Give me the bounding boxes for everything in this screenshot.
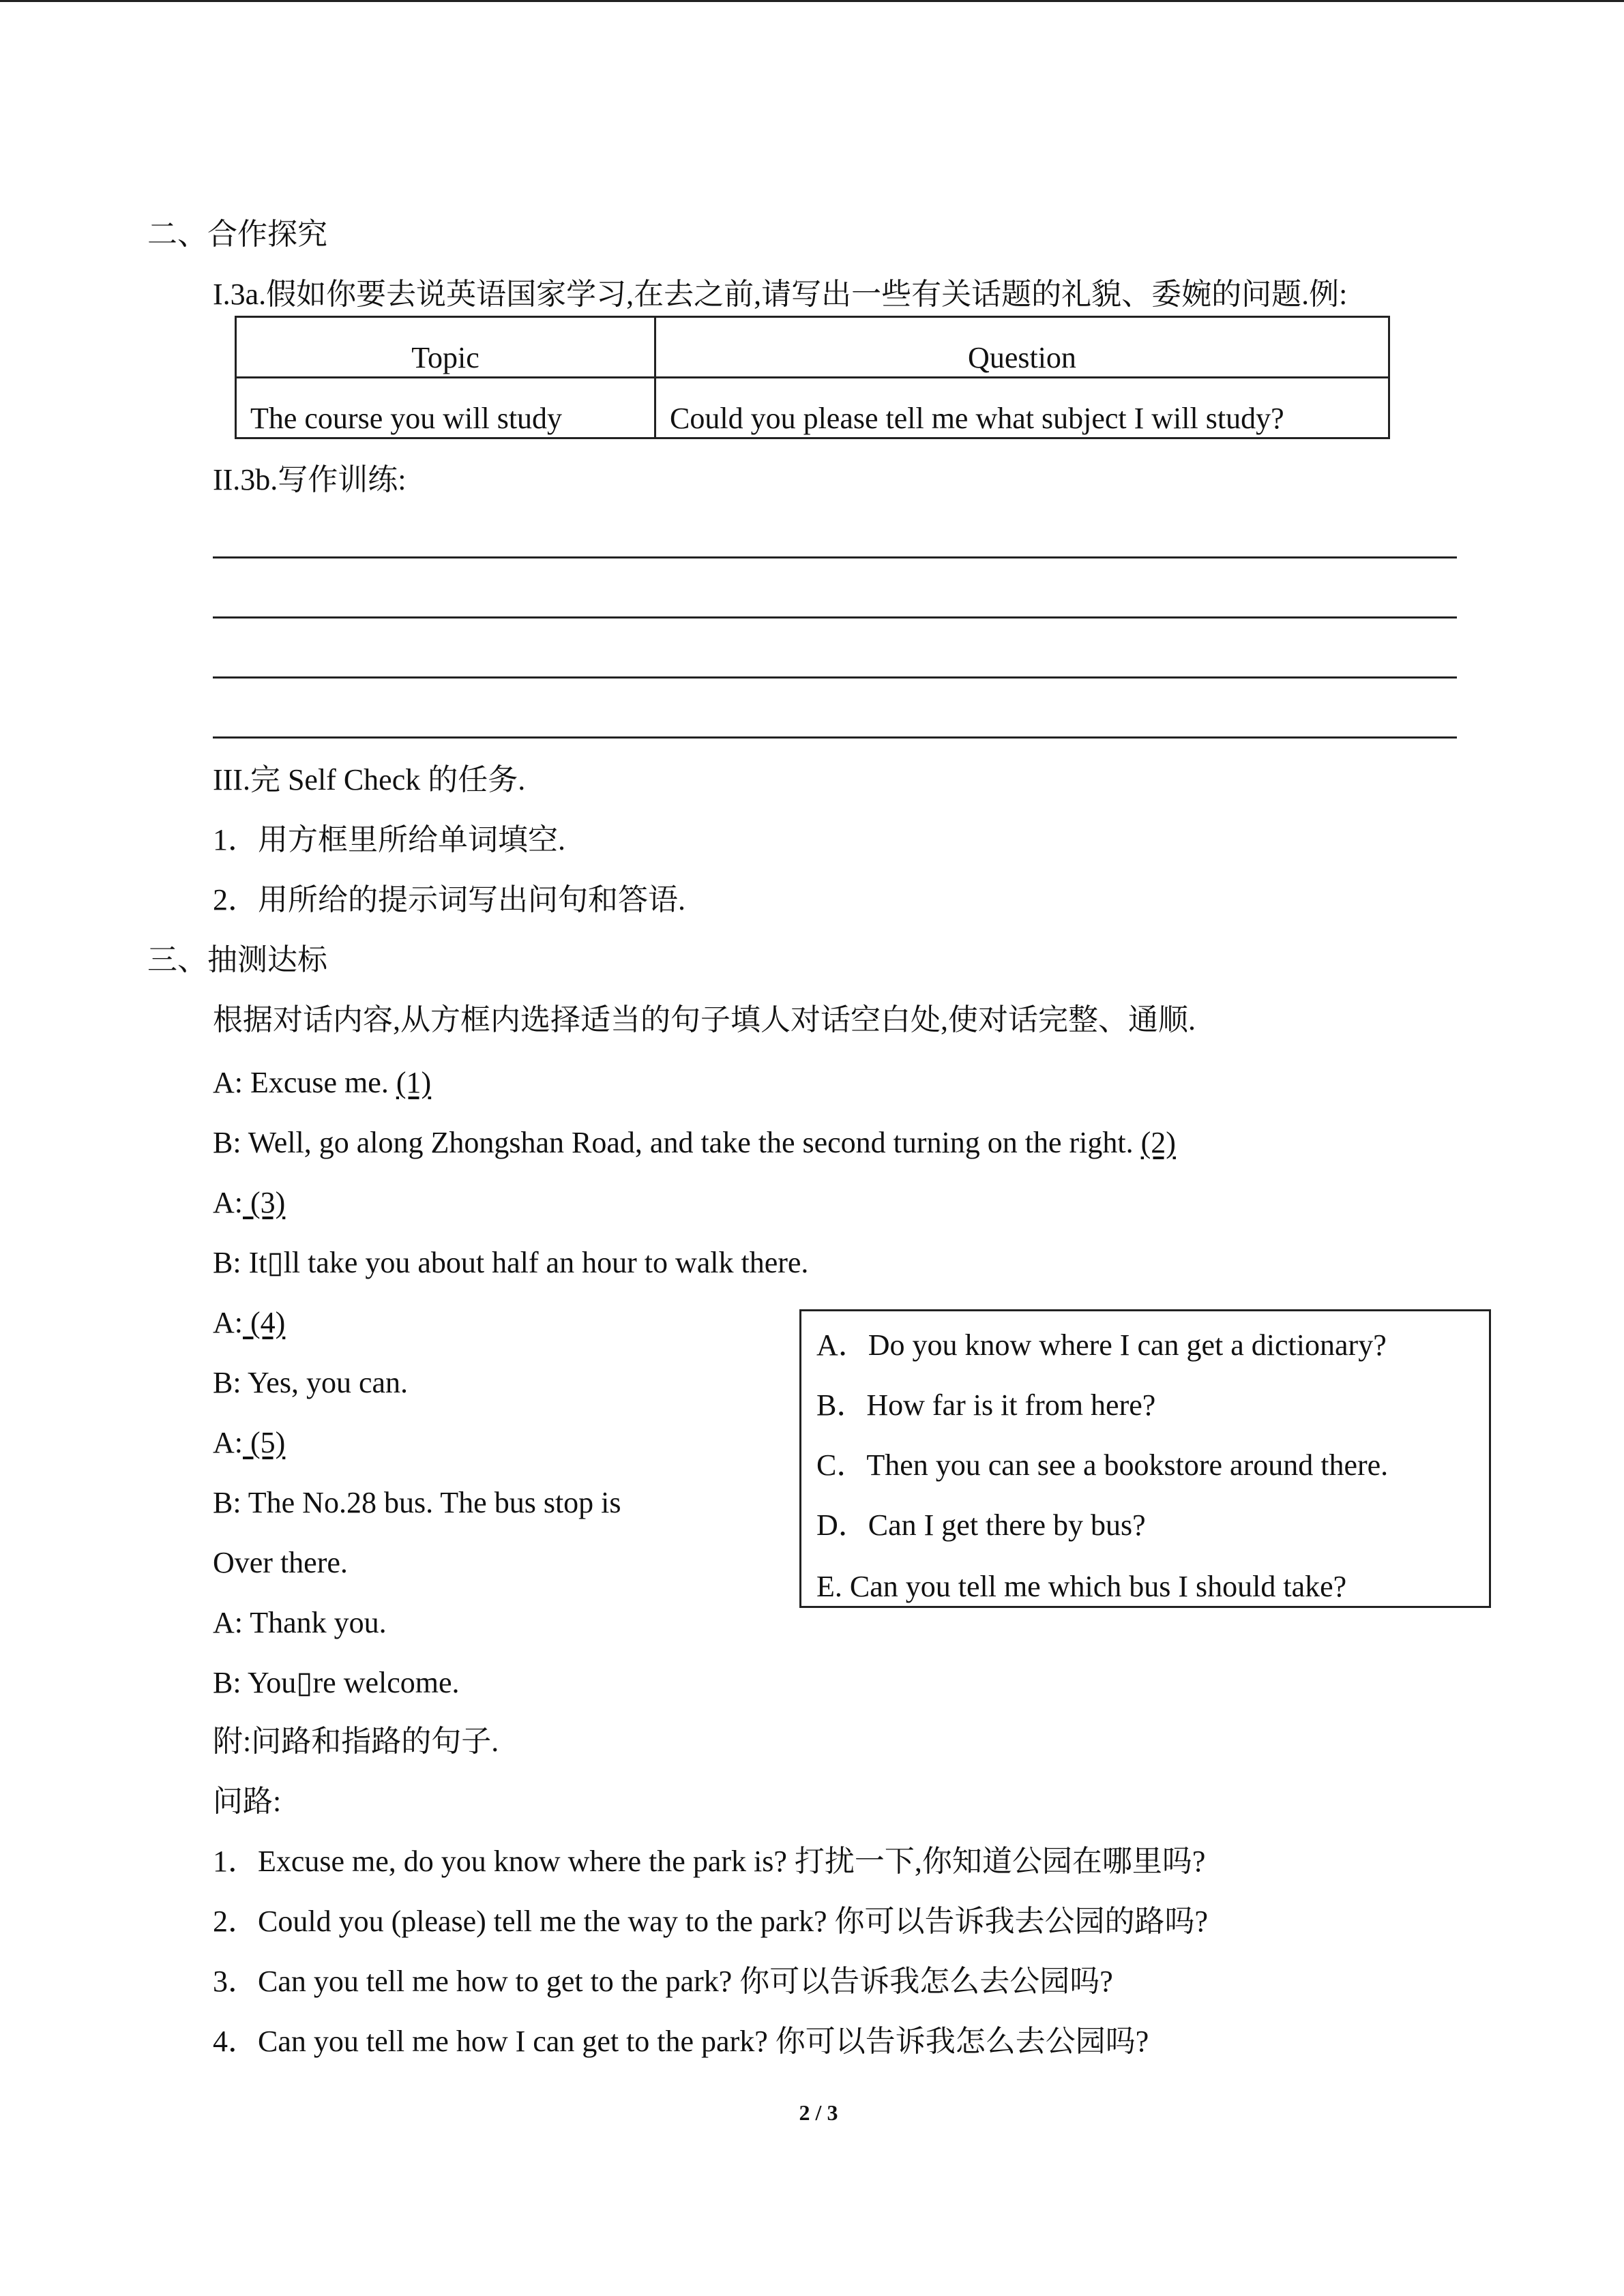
table-cell-topic: The course you will study — [236, 378, 655, 438]
asking-sentence-2: 2．Could you (please) tell me the way to the park? 你可以告诉我去公园的路吗? — [213, 1905, 1209, 1938]
blank-2[interactable]: (2) — [1140, 1126, 1176, 1159]
task-2: 2．用所给的提示词写出问句和答语. — [213, 883, 685, 916]
options-box — [799, 1309, 1491, 1608]
item-3b: II.3b.写作训练: — [213, 463, 407, 496]
option-d: D．Can I get there by bus? — [816, 1508, 1146, 1542]
blank-5[interactable]: (5) — [243, 1426, 286, 1459]
writing-line-3[interactable] — [213, 676, 1457, 679]
table-header-topic: Topic — [236, 317, 655, 378]
asking-sentence-3: 3．Can you tell me how to get to the park? 你可以告诉我怎么去公园吗? — [213, 1965, 1113, 1998]
table-cell-question: Could you please tell me what subject I will study? — [655, 378, 1389, 438]
table-row — [236, 378, 1389, 438]
dialogue-line-6: B: Yes, you can. — [213, 1366, 409, 1399]
dialogue-line-1 — [213, 1064, 431, 1102]
writing-line-2[interactable] — [213, 616, 1457, 618]
top-border — [0, 0, 1624, 2]
section2-heading: 二、合作探究 — [147, 218, 327, 251]
dialogue-line-9: Over there. — [213, 1546, 348, 1579]
dialogue-line-4: B: It▯ll take you about half an hour to walk there. — [213, 1246, 809, 1279]
dialogue-text: B: Well, go along Zhongshan Road, and take the second turning on the right. — [213, 1126, 1141, 1159]
asking-label: 问路: — [213, 1785, 282, 1818]
dialogue-line-3 — [213, 1184, 285, 1222]
option-b: B．How far is it from here? — [816, 1388, 1156, 1422]
table-header-question: Question — [655, 317, 1389, 378]
table-header-row — [236, 317, 1389, 378]
task-1: 1．用方框里所给单词填空. — [213, 823, 565, 856]
section3-heading: 三、抽测达标 — [147, 943, 327, 976]
writing-line-1[interactable] — [213, 556, 1457, 558]
dialogue-line-5 — [213, 1304, 285, 1342]
blank-3[interactable]: (3) — [243, 1186, 286, 1219]
option-e: E. Can you tell me which bus I should take? — [816, 1570, 1347, 1603]
dialogue-line-8: B: The No.28 bus. The bus stop is — [213, 1486, 621, 1519]
option-a: A．Do you know where I can get a dictionary? — [816, 1328, 1387, 1362]
dialogue-line-2 — [213, 1124, 1176, 1162]
topic-question-table — [235, 316, 1390, 439]
writing-line-4[interactable] — [213, 736, 1457, 739]
appendix-title: 附:问路和指路的句子. — [213, 1725, 499, 1758]
dialogue-text: A: — [213, 1426, 243, 1459]
item-self-check: III.完 Self Check 的任务. — [213, 763, 526, 796]
dialogue-line-10: A: Thank you. — [213, 1606, 387, 1639]
dialogue-text: A: Excuse me. — [213, 1066, 396, 1099]
asking-sentence-4: 4．Can you tell me how I can get to the park? 你可以告诉我怎么去公园吗? — [213, 2025, 1149, 2058]
dialogue-text: A: — [213, 1306, 243, 1339]
asking-sentence-1: 1．Excuse me, do you know where the park is? 打扰一下,你知道公园在哪里吗? — [213, 1845, 1206, 1878]
blank-1[interactable]: (1) — [396, 1066, 432, 1099]
dialogue-line-7 — [213, 1424, 285, 1462]
dialogue-line-11: B: You▯re welcome. — [213, 1666, 460, 1699]
option-c: C．Then you can see a bookstore around there. — [816, 1448, 1389, 1482]
blank-4[interactable]: (4) — [243, 1306, 286, 1339]
dialogue-text: A: — [213, 1186, 243, 1219]
item-3a: I.3a.假如你要去说英语国家学习,在去之前,请写出一些有关话题的礼貌、委婉的问题.例: — [213, 278, 1348, 311]
section3-instruction: 根据对话内容,从方框内选择适当的句子填人对话空白处,使对话完整、通顺. — [213, 1003, 1196, 1037]
page-number: 2 / 3 — [799, 2100, 838, 2125]
